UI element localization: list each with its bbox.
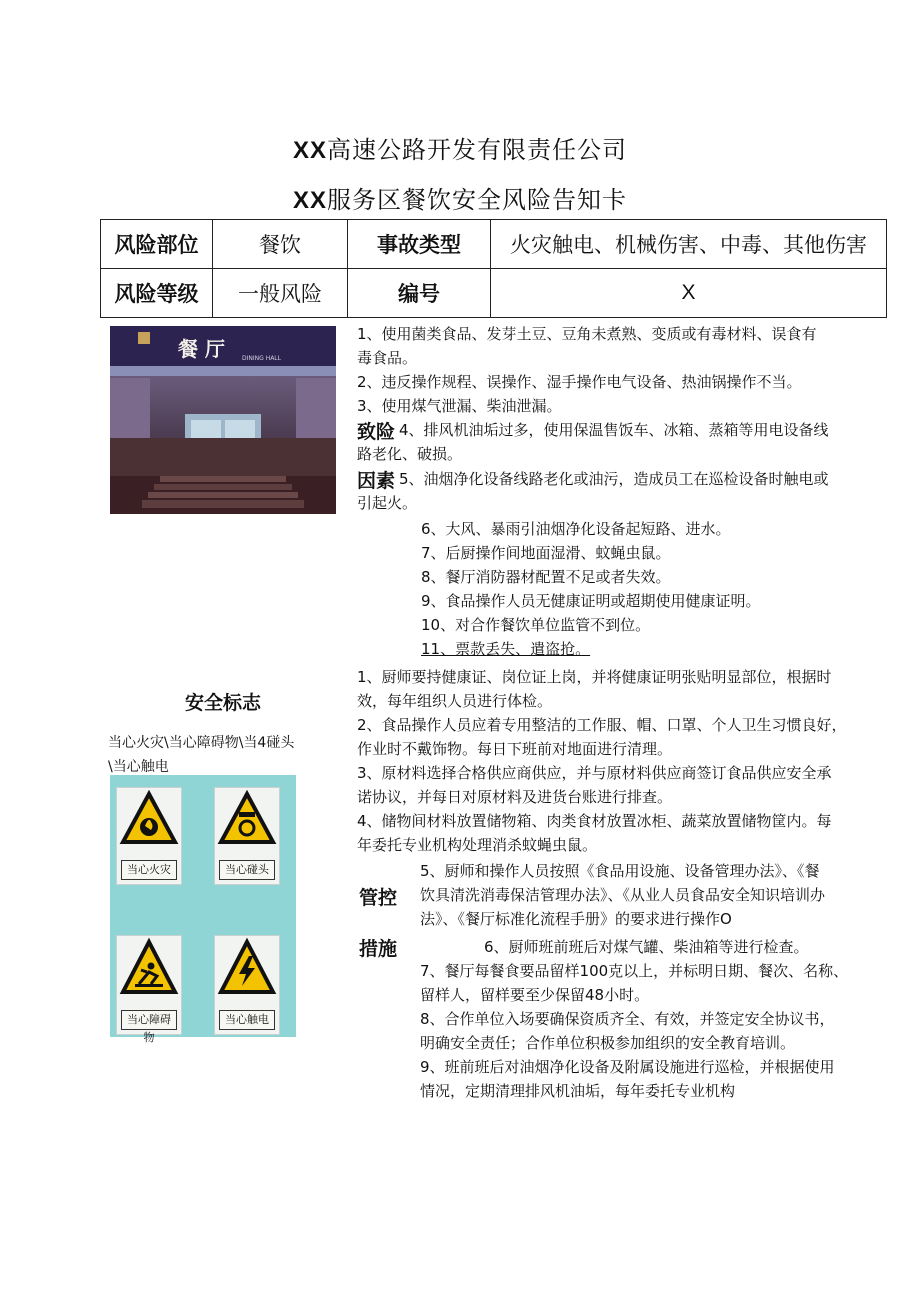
fire-warning-icon xyxy=(117,788,181,852)
list-item: 5、油烟净化设备线路老化或油污，造成员工在巡检设备时触电或 xyxy=(399,470,829,488)
risk-factor-lines-c xyxy=(357,442,462,466)
sign-label: 当心碰头 xyxy=(219,860,275,880)
list-item: 7、餐厅每餐食要品留样100克以上，并标明日期、餐次、名称、 xyxy=(420,962,849,980)
risk-factor-lines-d xyxy=(399,467,829,491)
risk-factor-label-a: 致险 xyxy=(357,421,396,443)
accident-type-label: 事故类型 xyxy=(348,220,491,269)
obstacle-warning-icon xyxy=(117,936,181,1002)
safety-signs-title: 安全标志 xyxy=(185,692,262,714)
list-item: 诺协议，并每日对原材料及进货台账进行排查。 xyxy=(357,788,673,806)
list-item: 3、原材料选择合格供应商供应，并与原材料供应商签订食品供应安全承 xyxy=(357,764,832,782)
list-item: 明确安全责任；合作单位积极参加组织的安全教育培训。 xyxy=(420,1034,796,1052)
list-item: 1、使用菌类食品、发芽土豆、豆角未煮熟、变质或有毒材料、误食有 xyxy=(357,325,817,343)
list-item: 4、排风机油垢过多，使用保温售饭车、冰箱、蒸箱等用电设备线 xyxy=(399,421,829,439)
risk-location-label: 风险部位 xyxy=(101,220,213,269)
list-item: 年委托专业机构处理消杀蚊蝇虫鼠。 xyxy=(357,836,598,854)
list-item: 2、食品操作人员应着专用整洁的工作服、帽、口罩、个人卫生习惯良好， xyxy=(357,716,847,734)
sign-label: 当心障碍物 xyxy=(121,1010,177,1030)
list-item: 效，每年组织人员进行体检。 xyxy=(357,692,553,710)
control-label-b: 措施 xyxy=(359,938,398,960)
electric-shock-warning-sign xyxy=(214,935,280,1035)
control-lines-b xyxy=(420,859,825,931)
list-item: 8、餐厅消防器材配置不足或者失效。 xyxy=(421,568,671,586)
list-item: 6、大风、暴雨引油烟净化设备起短路、进水。 xyxy=(421,520,731,538)
list-item: 11、票款丢失、遣盗抢。 xyxy=(421,640,591,658)
list-item: 8、合作单位入场要确保资质齐全、有效，并签定安全协议书， xyxy=(420,1010,835,1028)
head-bump-warning-icon xyxy=(215,788,279,852)
control-label-a: 管控 xyxy=(359,887,398,909)
risk-factor-lines-f xyxy=(421,517,761,661)
risk-factor-lines-a xyxy=(357,322,817,418)
list-item: 作业时不戴饰物。每日下班前对地面进行清理。 xyxy=(357,740,673,758)
table-row xyxy=(101,269,887,318)
card-title: XX服务区餐饮安全风险告知卡 xyxy=(292,186,627,214)
control-lines-a xyxy=(357,665,847,857)
list-item: 1、厨师要持健康证、岗位证上岗，并将健康证明张贴明显部位，根据时 xyxy=(357,668,832,686)
list-item: 4、储物间材料放置储物箱、肉类食材放置冰柜、蔬菜放置储物筐内。每 xyxy=(357,812,832,830)
risk-factor-label-b: 因素 xyxy=(357,470,396,492)
sign-label: 当心火灾 xyxy=(121,860,177,880)
risk-level-label: 风险等级 xyxy=(101,269,213,318)
safety-signs-caption-2: \当心触电 xyxy=(108,759,169,775)
control-lines-c xyxy=(484,935,809,959)
restaurant-photo xyxy=(110,326,336,514)
electric-shock-warning-icon xyxy=(215,936,279,1002)
obstacle-warning-sign xyxy=(116,935,182,1044)
sign-label: 当心触电 xyxy=(219,1010,275,1030)
list-item: 留样人，留样要至少保留48小时。 xyxy=(420,986,650,1004)
list-item: 毒食品。 xyxy=(357,349,418,367)
list-item: 6、厨师班前班后对煤气罐、柴油箱等进行检查。 xyxy=(484,938,809,956)
list-item: 9、食品操作人员无健康证明或超期使用健康证明。 xyxy=(421,592,761,610)
number-label: 编号 xyxy=(348,269,491,318)
list-item: 饮具清洗消毒保洁管理办法》、《从业人员食品安全知识培训办 xyxy=(420,886,826,904)
control-lines-d xyxy=(420,959,848,1103)
table-row xyxy=(101,220,887,269)
number-value: X xyxy=(491,269,887,318)
risk-factor-lines-e xyxy=(357,491,417,515)
list-item: 7、后厨操作间地面湿滑、蚊蝇虫鼠。 xyxy=(421,544,671,562)
list-item: 5、厨师和操作人员按照《食品用设施、设备管理办法》、《餐 xyxy=(420,862,820,880)
risk-location-value: 餐饮 xyxy=(213,220,348,269)
accident-type-value: 火灾触电、机械伤害、中毒、其他伤害 xyxy=(491,220,887,269)
risk-info-table xyxy=(100,219,887,318)
list-item: 3、使用煤气泄漏、柴油泄漏。 xyxy=(357,397,562,415)
photo-sign-text: 餐 厅 xyxy=(178,337,225,361)
list-item: 引起火。 xyxy=(357,494,418,512)
photo-sign-sub: DINING HALL xyxy=(242,355,281,362)
list-item: 9、班前班后对油烟净化设备及附属设施进行巡检，并根据使用 xyxy=(420,1058,835,1076)
list-item: 10、对合作餐饮单位监管不到位。 xyxy=(421,616,651,634)
list-item: 2、违反操作规程、误操作、湿手操作电气设备、热油锅操作不当。 xyxy=(357,373,802,391)
head-bump-warning-sign xyxy=(214,787,280,885)
company-title: XX高速公路开发有限责任公司 xyxy=(292,136,627,164)
list-item: 路老化、破损。 xyxy=(357,445,463,463)
risk-level-value: 一般风险 xyxy=(213,269,348,318)
list-item: 法》、《餐厅标准化流程手册》的要求进行操作O xyxy=(420,910,732,928)
list-item: 情况，定期清理排风机油垢，每年委托专业机构 xyxy=(420,1082,736,1100)
safety-signs-image xyxy=(110,775,296,1044)
risk-factor-lines-b xyxy=(399,418,829,442)
fire-warning-sign xyxy=(116,787,182,885)
safety-signs-caption: 当心火灾\当心障碍物\当4碰头 xyxy=(108,735,295,751)
